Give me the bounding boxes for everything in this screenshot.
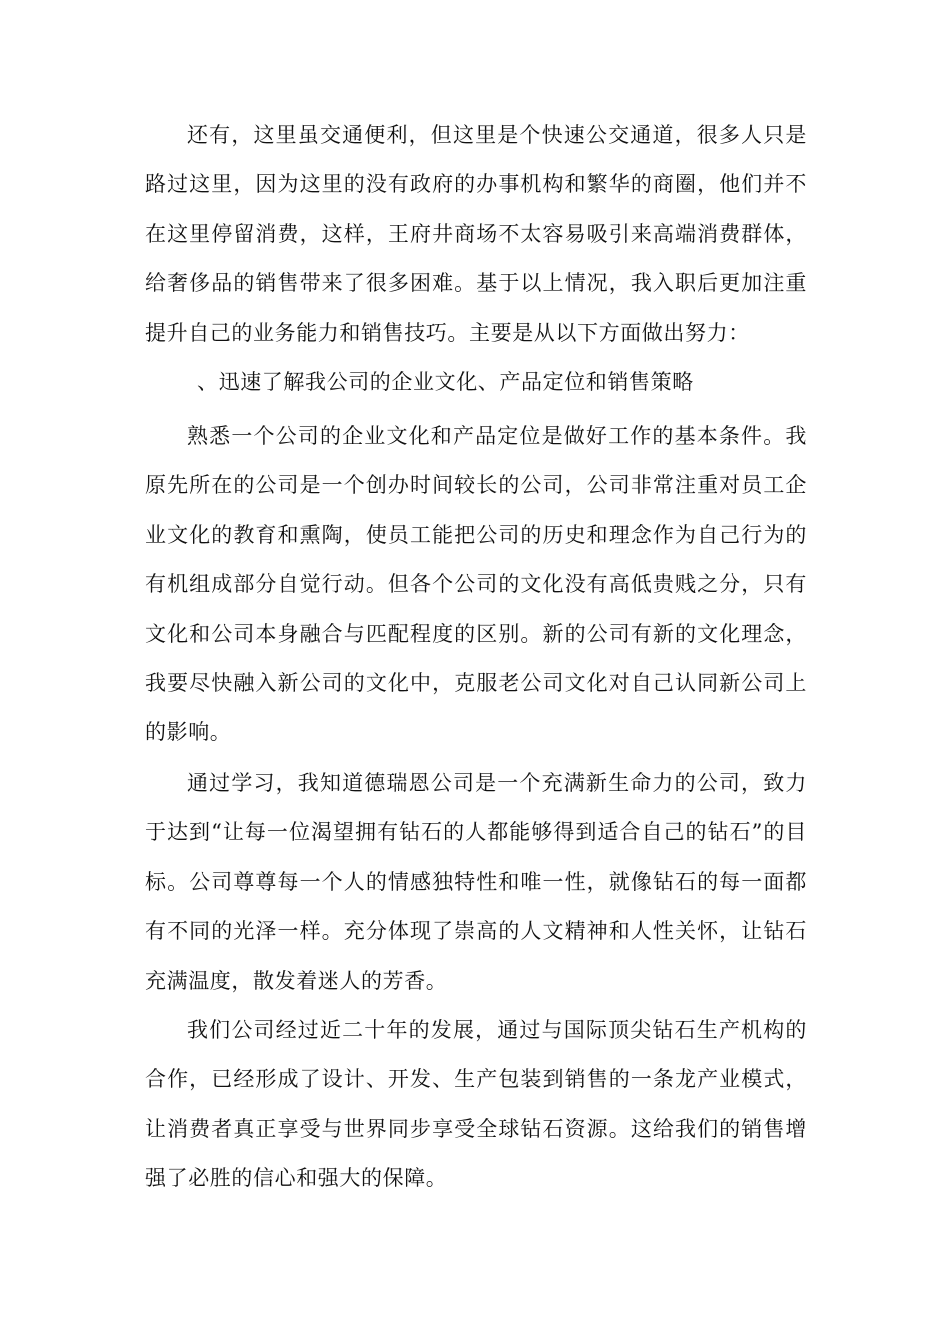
paragraph-location-issues: 还有，这里虽交通便利，但这里是个快速公交通道，很多人只是路过这里，因为这里的没有政府的办事机构和繁华的商圈，他们并不在这里停留消费，这样，王府井商场不太容易吸引来高端消费群体，给奢侈品的销售带来了很多困难。基于以上情况，我入职后更加注重提升自己的业务能力和销售技巧。主要是从以下方面做出努力： <box>145 123 807 345</box>
paragraph-company-culture: 熟悉一个公司的企业文化和产品定位是做好工作的基本条件。我原先所在的公司是一个创办时间较长的公司，公司非常注重对员工企业文化的教育和熏陶，使员工能把公司的历史和理念作为自己行为的有机组成部分自觉行动。但各个公司的文化没有高低贵贱之分，只有文化和公司本身融合与匹配程度的区别。新的公司有新的文化理念，我要尽快融入新公司的文化中，克服老公司文化对自己认同新公司上的影响。 <box>145 424 807 745</box>
paragraph-company-mission: 通过学习，我知道德瑞恩公司是一个充满新生命力的公司，致力于达到“让每一位渴望拥有钻石的人都能够得到适合自己的钻石”的目标。公司尊尊每一个人的情感独特性和唯一性，就像钻石的每一面都有不同的光泽一样。充分体现了崇高的人文精神和人性关怀，让钻石充满温度，散发着迷人的芳香。 <box>145 771 807 993</box>
paragraph-company-development: 我们公司经过近二十年的发展，通过与国际顶尖钻石生产机构的合作，已经形成了设计、开发、生产包装到销售的一条龙产业模式，让消费者真正享受与世界同步享受全球钻石资源。这给我们的销售增强了必胜的信心和强大的保障。 <box>145 1018 807 1191</box>
section-heading-company-culture: 、迅速了解我公司的企业文化、产品定位和销售策略 <box>197 370 694 394</box>
